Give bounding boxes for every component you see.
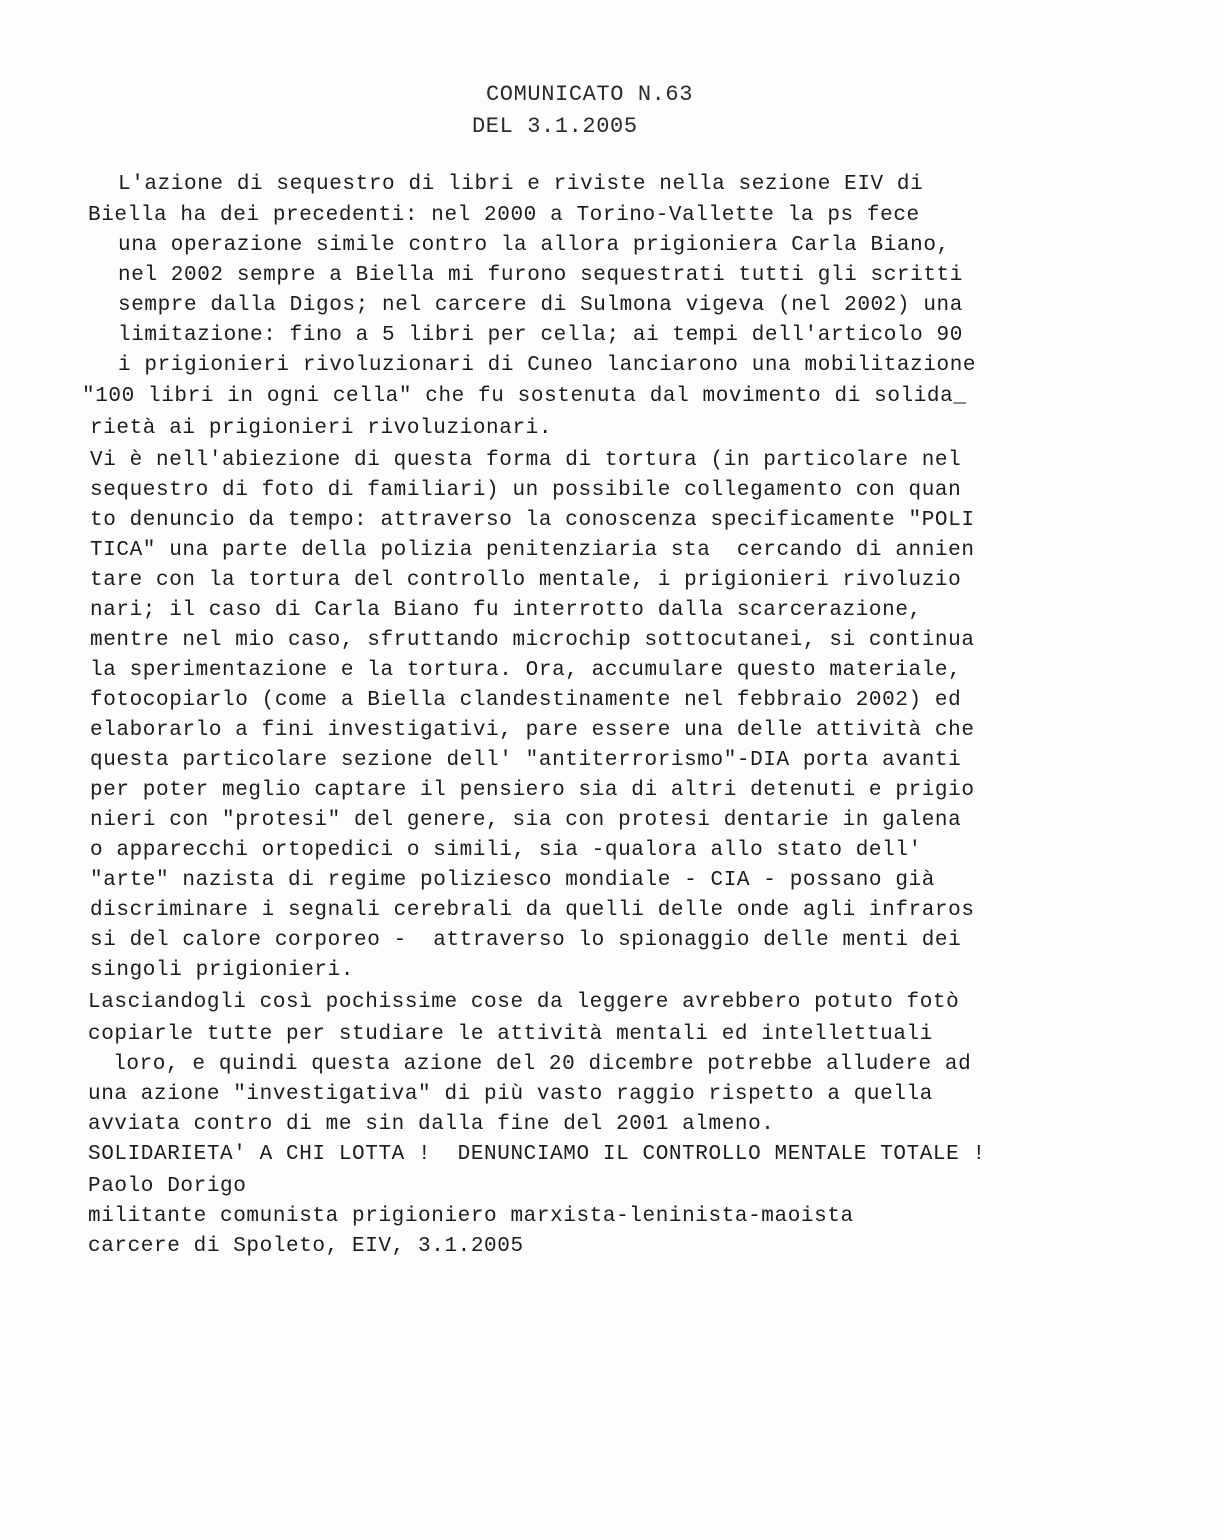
body-line: sequestro di foto di familiari) un possibile collegamento con quan bbox=[90, 479, 962, 502]
body-line: SOLIDARIETA' A CHI LOTTA ! DENUNCIAMO IL CONTROLLO MENTALE TOTALE ! bbox=[88, 1143, 986, 1166]
body-line: militante comunista prigioniero marxista-leninista-maoista bbox=[88, 1205, 854, 1228]
body-line: fotocopiarlo (come a Biella clandestinamente nel febbraio 2002) ed bbox=[90, 689, 962, 712]
body-line: tare con la tortura del controllo mentale, i prigionieri rivoluzio bbox=[90, 569, 962, 592]
body-line: TICA" una parte della polizia penitenziaria sta cercando di annien bbox=[90, 539, 975, 562]
body-line: to denuncio da tempo: attraverso la conoscenza specificamente "POLI bbox=[90, 509, 975, 532]
body-line: la sperimentazione e la tortura. Ora, accumulare questo materiale, bbox=[90, 659, 962, 682]
body-line: copiarle tutte per studiare le attività mentali ed intellettuali bbox=[88, 1023, 933, 1046]
body-line: una operazione simile contro la allora prigioniera Carla Biano, bbox=[118, 234, 950, 257]
body-line: Paolo Dorigo bbox=[88, 1175, 247, 1198]
body-line: nel 2002 sempre a Biella mi furono sequestrati tutti gli scritti bbox=[118, 264, 963, 287]
body-line: discriminare i segnali cerebrali da quelli delle onde agli infraros bbox=[90, 899, 975, 922]
body-line: carcere di Spoleto, EIV, 3.1.2005 bbox=[88, 1235, 524, 1258]
body-line: limitazione: fino a 5 libri per cella; ai tempi dell'articolo 90 bbox=[118, 324, 963, 347]
body-line: loro, e quindi questa azione del 20 dicembre potrebbe alludere ad bbox=[100, 1053, 972, 1076]
body-line: per poter meglio captare il pensiero sia di altri detenuti e prigio bbox=[90, 779, 975, 802]
body-line: Lasciandogli così pochissime cose da leggere avrebbero potuto fotò bbox=[88, 991, 960, 1014]
body-line: avviata contro di me sin dalla fine del 2001 almeno. bbox=[88, 1113, 775, 1136]
body-line: mentre nel mio caso, sfruttando microchip sottocutanei, si continua bbox=[90, 629, 975, 652]
body-line: sempre dalla Digos; nel carcere di Sulmona vigeva (nel 2002) una bbox=[118, 294, 963, 317]
body-line: Biella ha dei precedenti: nel 2000 a Torino-Vallette la ps fece bbox=[88, 204, 920, 227]
document-title: COMUNICATO N.63 bbox=[486, 82, 694, 107]
body-line: si del calore corporeo - attraverso lo spionaggio delle menti dei bbox=[90, 929, 962, 952]
body-line: una azione "investigativa" di più vasto raggio rispetto a quella bbox=[88, 1083, 933, 1106]
body-line: nari; il caso di Carla Biano fu interrotto dalla scarcerazione, bbox=[90, 599, 922, 622]
body-line: L'azione di sequestro di libri e riviste nella sezione EIV di bbox=[118, 173, 924, 196]
body-line: "arte" nazista di regime poliziesco mondiale - CIA - possano già bbox=[90, 869, 935, 892]
body-line: "100 libri in ogni cella" che fu sostenuta dal movimento di solida_ bbox=[82, 385, 967, 408]
body-line: nieri con "protesi" del genere, sia con protesi dentarie in galena bbox=[90, 809, 962, 832]
body-line: rietà ai prigionieri rivoluzionari. bbox=[90, 417, 553, 440]
body-line: i prigionieri rivoluzionari di Cuneo lanciarono una mobilitazione bbox=[118, 354, 977, 377]
body-line: o apparecchi ortopedici o simili, sia -qualora allo stato dell' bbox=[90, 839, 922, 862]
body-line: questa particolare sezione dell' "antiterrorismo"-DIA porta avanti bbox=[90, 749, 962, 772]
body-line: elaborarlo a fini investigativi, pare essere una delle attività che bbox=[90, 719, 975, 742]
body-line: singoli prigionieri. bbox=[90, 959, 355, 982]
document-date: DEL 3.1.2005 bbox=[472, 114, 638, 139]
body-line: Vi è nell'abiezione di questa forma di tortura (in particolare nel bbox=[90, 449, 962, 472]
